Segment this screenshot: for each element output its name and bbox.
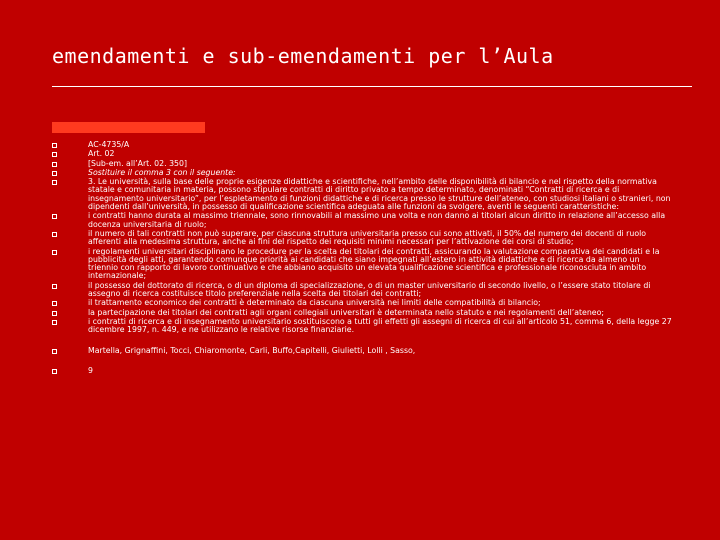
- list-item: [52, 309, 672, 317]
- list-item: [52, 347, 672, 355]
- list-item: [52, 318, 672, 335]
- list-item: [52, 367, 672, 375]
- slide-title: emendamenti e sub-emendamenti per l’Aula: [52, 44, 554, 68]
- list-item: [52, 178, 672, 211]
- square-bullet-icon: [52, 162, 57, 167]
- list-item: [52, 248, 672, 281]
- square-bullet-icon: [52, 369, 57, 374]
- square-bullet-icon: [52, 214, 57, 219]
- bullet-list: [52, 141, 672, 375]
- list-item: [52, 212, 672, 229]
- accent-bar: [52, 122, 205, 133]
- list-item: [52, 230, 672, 247]
- square-bullet-icon: [52, 232, 57, 237]
- list-item: [52, 141, 672, 149]
- square-bullet-icon: [52, 284, 57, 289]
- item-text: la partecipazione dei titolari dei contratti agli organi collegiali universitari è determinata nello statuto e nei regolamenti dell’ateneo;: [88, 307, 604, 317]
- item-text: 3. Le università, sulla base delle proprie esigenze didattiche e scientifiche, nell’ambito delle disponibilità di bilancio e nel rispetto della normativa statale e comunitaria in materia, possono stipulare contratti di diritto privato a tempo determinato, denominati “Contratti di ricerca e di insegnamento universitario”, per l’espletamento di funzioni didattiche e di ricerca presso le strutture dell’ateneo, con studiosi italiani o stranieri, non dipendenti dall’università, in possesso di qualificazione scientifica adeguata alle funzioni da svolgere, aventi le seguenti caratteristiche:: [88, 177, 671, 212]
- item-text: il trattamento economico dei contratti è determinato da ciascuna università nei limiti delle compatibilità di bilancio;: [88, 298, 541, 308]
- square-bullet-icon: [52, 320, 57, 325]
- square-bullet-icon: [52, 180, 57, 185]
- square-bullet-icon: [52, 301, 57, 306]
- square-bullet-icon: [52, 349, 57, 354]
- list-item: [52, 282, 672, 299]
- item-text: il possesso del dottorato di ricerca, o di un diploma di specializzazione, o di un master universitario di secondo livello, o l’essere stato titolare di assegno di ricerca costituisce titolo preferenziale nella scelta dei titolari dei contratti;: [88, 280, 651, 299]
- item-text: 9: [88, 365, 93, 375]
- item-text: i contratti hanno durata al massimo triennale, sono rinnovabili al massimo una volta e non danno ai titolari alcun diritto in relazione all’accesso alla docenza universitaria di ruolo;: [88, 211, 666, 229]
- item-text: i contratti di ricerca e di insegnamento universitario sostituiscono a tutti gli effetti gli assegni di ricerca di cui all’articolo 51, comma 6, della legge 27 dicembre 1997, n. 449, e ne utilizzano le relative risorse finanziarie.: [88, 316, 672, 335]
- square-bullet-icon: [52, 143, 57, 148]
- item-text: [Sub-em. all’Art. 02. 350]: [88, 158, 187, 168]
- square-bullet-icon: [52, 171, 57, 176]
- square-bullet-icon: [52, 311, 57, 316]
- title-divider: [52, 86, 692, 87]
- square-bullet-icon: [52, 152, 57, 157]
- list-item: [52, 160, 672, 168]
- list-item: [52, 299, 672, 307]
- item-text: Art. 02: [88, 149, 115, 159]
- item-text: i regolamenti universitari disciplinano le procedure per la scelta dei titolari dei contratti, assicurando la valutazione comparativa dei candidati e la pubblicità degli atti, garantendo comunque priorità ai candidati che siano impegnati all’estero in attività didattiche e di ricerca da almeno un triennio con rapporto di lavoro continuativo e che abbiano acquisito un elevata qualificazione scientifica e professionale riconosciuta in ambito internazionale;: [88, 246, 660, 281]
- item-text: AC-4735/A: [88, 140, 130, 149]
- list-item: [52, 169, 672, 177]
- item-text: Martella, Grignaffini, Tocci, Chiaromonte, Carli, Buffo,Capitelli, Giulietti, Lolli , Sasso,: [88, 345, 416, 355]
- list-item: [52, 150, 672, 158]
- item-text: il numero di tali contratti non può superare, per ciascuna struttura universitaria presso cui sono attivati, il 50% del numero dei docenti di ruolo afferenti alla medesima struttura, anche ai fini del rispetto dei requisiti minimi necessari per l’attivazione dei corsi di studio;: [88, 228, 647, 247]
- square-bullet-icon: [52, 250, 57, 255]
- item-text: Sostituire il comma 3 con il seguente:: [88, 167, 236, 177]
